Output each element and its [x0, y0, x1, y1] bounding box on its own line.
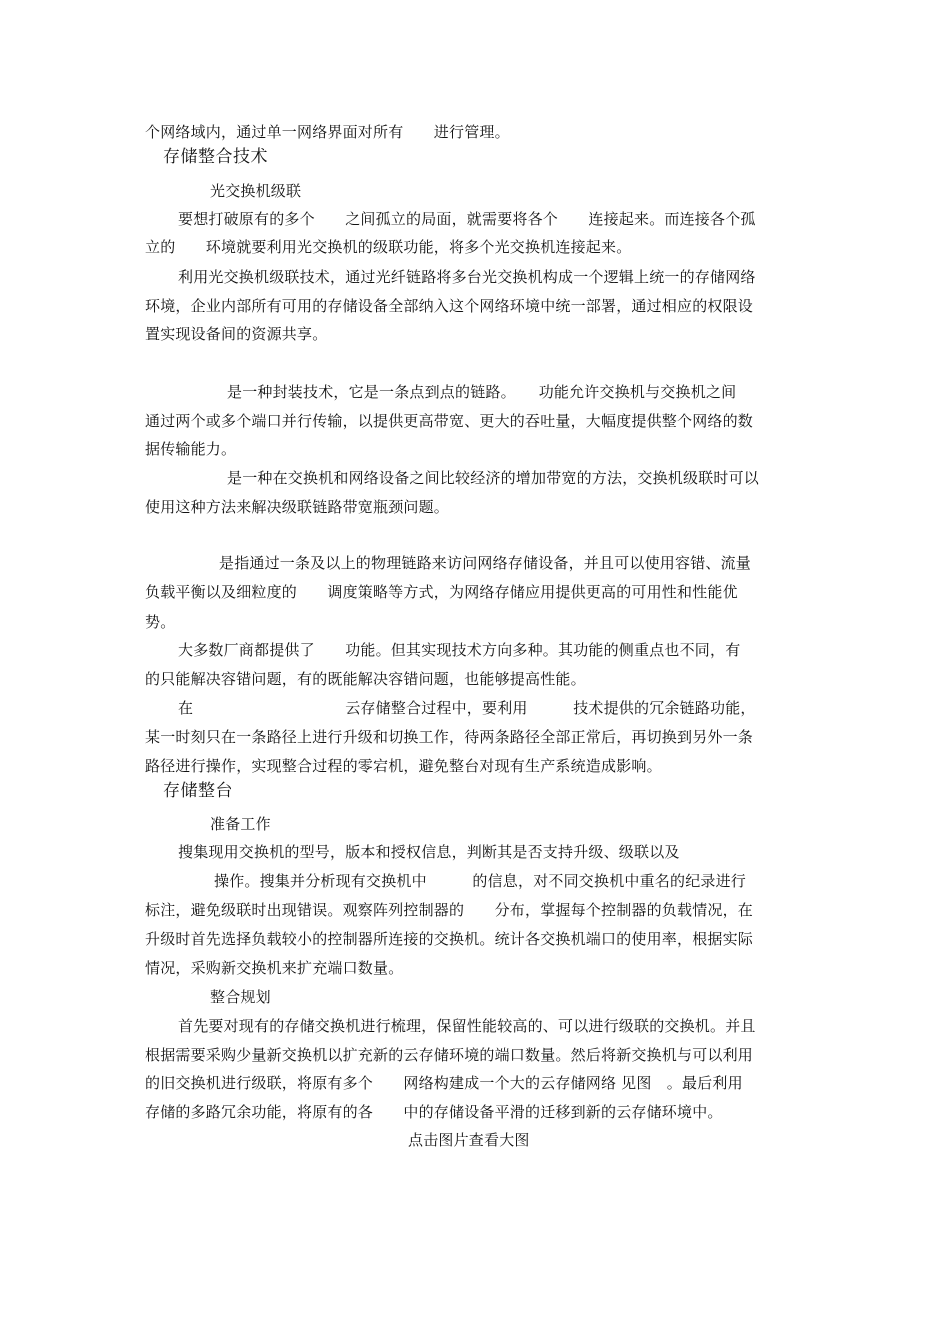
paragraph-line: 标注，避免级联时出现错误。观察阵列控制器的 分布，掌握每个控制器的负载情况，在: [145, 901, 754, 919]
subsection-heading: 整合规划: [210, 988, 271, 1006]
paragraph-line: 负载平衡以及细粒度的 调度策略等方式，为网络存储应用提供更高的可用性和性能优: [145, 583, 738, 601]
paragraph-line: 通过两个或多个端口并行传输，以提供更高带宽、更大的吞吐量，大幅度提供整个网络的数: [145, 412, 754, 430]
section-heading: 存储整台: [163, 781, 233, 801]
paragraph-line: 在 云存储整合过程中，要利用 技术提供的冗余链路功能，: [178, 699, 756, 717]
paragraph-line: 势。: [145, 613, 176, 631]
paragraph-line: 立的 环境就要利用光交换机的级联功能，将多个光交换机连接起来。: [145, 238, 632, 256]
paragraph-line: 情况，采购新交换机来扩充端口数量。: [145, 959, 404, 977]
paragraph-line: 根据需要采购少量新交换机以扩充新的云存储环境的端口数量。然后将新交换机与可以利用: [145, 1046, 754, 1064]
paragraph-line: 某一时刻只在一条路径上进行升级和切换工作，待两条路径全部正常后，再切换到另外一条: [145, 728, 754, 746]
paragraph-line: 的只能解决容错问题，有的既能解决容错问题，也能够提高性能。: [145, 670, 586, 688]
paragraph-line: 是一种封装技术，它是一条点到点的链路。 功能允许交换机与交换机之间: [227, 383, 737, 401]
paragraph-line: 使用这种方法来解决级联链路带宽瓶颈问题。: [145, 498, 450, 516]
paragraph-line: 首先要对现有的存储交换机进行梳理，保留性能较高的、可以进行级联的交换机。并且: [178, 1017, 756, 1035]
paragraph-line: 大多数厂商都提供了 功能。但其实现技术方向多种。其功能的侧重点也不同，有: [178, 641, 741, 659]
paragraph-line: 搜集现用交换机的型号，版本和授权信息，判断其是否支持升级、级联以及: [178, 843, 680, 861]
paragraph-line: 据传输能力。: [145, 440, 237, 458]
paragraph-line: 置实现设备间的资源共享。: [145, 325, 328, 343]
paragraph-line: 升级时首先选择负载较小的控制器所连接的交换机。统计各交换机端口的使用率，根据实际: [145, 930, 754, 948]
image-link-caption[interactable]: 点击图片查看大图: [408, 1131, 530, 1149]
section-heading: 存储整合技术: [163, 147, 268, 167]
paragraph-line: 个网络域内，通过单一网络界面对所有 进行管理。: [145, 123, 510, 141]
paragraph-line: 是指通过一条及以上的物理链路来访问网络存储设备，并且可以使用容错、流量: [219, 554, 752, 572]
paragraph-line: 环境，企业内部所有可用的存储设备全部纳入这个网络环境中统一部署，通过相应的权限设: [145, 297, 754, 315]
subsection-heading: 光交换机级联: [210, 182, 302, 200]
paragraph-line: 存储的多路冗余功能，将原有的各 中的存储设备平滑的迁移到新的云存储环境中。: [145, 1103, 723, 1121]
subsection-heading: 准备工作: [210, 815, 271, 833]
paragraph-line: 利用光交换机级联技术，通过光纤链路将多台光交换机构成一个逻辑上统一的存储网络: [178, 268, 756, 286]
paragraph-line: 要想打破原有的多个 之间孤立的局面，就需要将各个 连接起来。而连接各个孤: [178, 210, 756, 228]
paragraph-line: 的旧交换机进行级联，将原有多个 网络构建成一个大的云存储网络 见图 。最后利用: [145, 1074, 743, 1092]
paragraph-line: 路径进行操作，实现整合过程的零宕机，避免整台对现有生产系统造成影响。: [145, 757, 662, 775]
paragraph-line: 操作。搜集并分析现有交换机中 的信息，对不同交换机中重名的纪录进行: [214, 872, 747, 890]
paragraph-line: 是一种在交换机和网络设备之间比较经济的增加带宽的方法，交换机级联时可以: [227, 469, 760, 487]
